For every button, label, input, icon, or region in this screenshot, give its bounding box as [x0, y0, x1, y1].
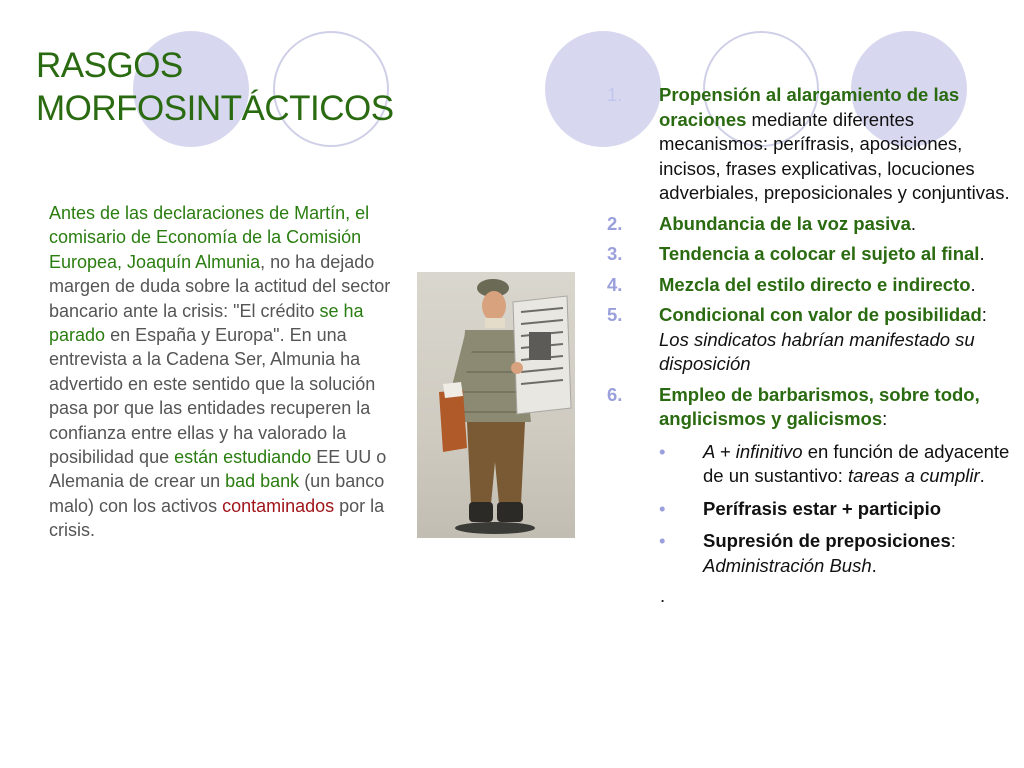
item-text: :	[981, 304, 987, 325]
features-list	[607, 83, 1017, 609]
sub-item-text: en función de adyacente de un sustantivo:	[703, 440, 1010, 486]
list-number: 5.	[607, 304, 623, 325]
sub-item-text: :	[950, 530, 956, 551]
bullet-icon: •	[659, 440, 666, 462]
item-heading: Mezcla del estilo directo e indirecto	[659, 273, 971, 295]
title-line-2: MORFOSINTÁCTICOS	[36, 89, 394, 128]
sub-item-end: .	[871, 554, 877, 576]
list-item	[607, 83, 1017, 206]
para-text: Antes de las declaraciones de Martín, el comisario de Economía de la Comisión Europea, Joaquín Almunia	[49, 203, 370, 272]
list-item	[607, 303, 1017, 377]
list-item	[607, 273, 1017, 298]
sub-list-item	[659, 529, 1017, 578]
item-text: .	[970, 273, 976, 295]
para-highlight-red: contaminados	[222, 495, 335, 516]
sub-item-end: .	[979, 465, 985, 486]
para-text: en España y Europa". En una entrevista a la Cadena Ser, Almunia ha advertido en este sentido que la solución pasa por que las entidades recuperen la confianza entre ellas y ha valorado la posibilidad que	[49, 325, 376, 468]
bullet-icon: •	[659, 497, 666, 519]
list-item	[607, 242, 1017, 267]
sub-item-example: tareas a cumplir	[848, 465, 980, 486]
para-highlight: se ha parado	[49, 300, 364, 346]
news-paragraph	[49, 201, 419, 543]
sub-item-heading: Supresión de preposiciones	[703, 530, 951, 551]
list-number: 4.	[607, 273, 623, 295]
sub-list-item	[659, 440, 1017, 489]
item-heading: Condicional con valor de posibilidad	[659, 304, 982, 325]
item-text: mediante diferentes mecanismos: perífrasis, aposiciones, incisos, frases explicativas, locuciones adverbiales, preposicionales y conjuntivas.	[659, 108, 1010, 203]
list-number: 2.	[607, 212, 623, 234]
para-text: por la crisis.	[49, 495, 385, 541]
newsboy-figure-illustration	[417, 272, 575, 538]
item-heading: Propensión al alargamiento de las oraciones	[659, 84, 960, 130]
item-example: Los sindicatos habrían manifestado su disposición	[659, 328, 975, 374]
list-number: 3.	[607, 243, 623, 264]
para-text: (un banco malo) con los activos	[49, 471, 385, 516]
para-text: , no ha dejado margen de duda sobre la actitud del sector bancario ante la crisis: "El crédito	[49, 251, 391, 321]
list-item	[607, 383, 1017, 432]
sub-item-italic: A + infinitivo	[703, 440, 803, 462]
para-highlight: bad bank	[225, 471, 300, 492]
title-line-1: RASGOS	[36, 46, 183, 85]
list-number: 1.	[607, 84, 623, 105]
list-item	[607, 212, 1017, 237]
list-number: 6.	[607, 383, 623, 405]
para-text: EE UU o Alemania de crear un	[49, 447, 387, 492]
item-text: .	[979, 243, 985, 264]
slide-title	[36, 44, 394, 130]
trailing-period: .	[660, 585, 666, 606]
sub-item-heading: Perífrasis estar + participio	[703, 497, 942, 519]
sub-item-example: Administración Bush	[703, 554, 872, 576]
item-text: .	[910, 212, 917, 234]
item-heading: Abundancia de la voz pasiva	[659, 212, 911, 234]
bullet-icon: •	[659, 530, 666, 551]
item-heading: Tendencia a colocar el sujeto al final	[659, 243, 980, 264]
newsboy-figure-photo	[417, 272, 575, 538]
sub-list-item	[659, 497, 1017, 522]
para-highlight: están estudiando	[174, 447, 312, 468]
item-text: :	[882, 408, 888, 429]
item-heading: Empleo de barbarismos, sobre todo, anglicismos y galicismos	[659, 383, 980, 429]
